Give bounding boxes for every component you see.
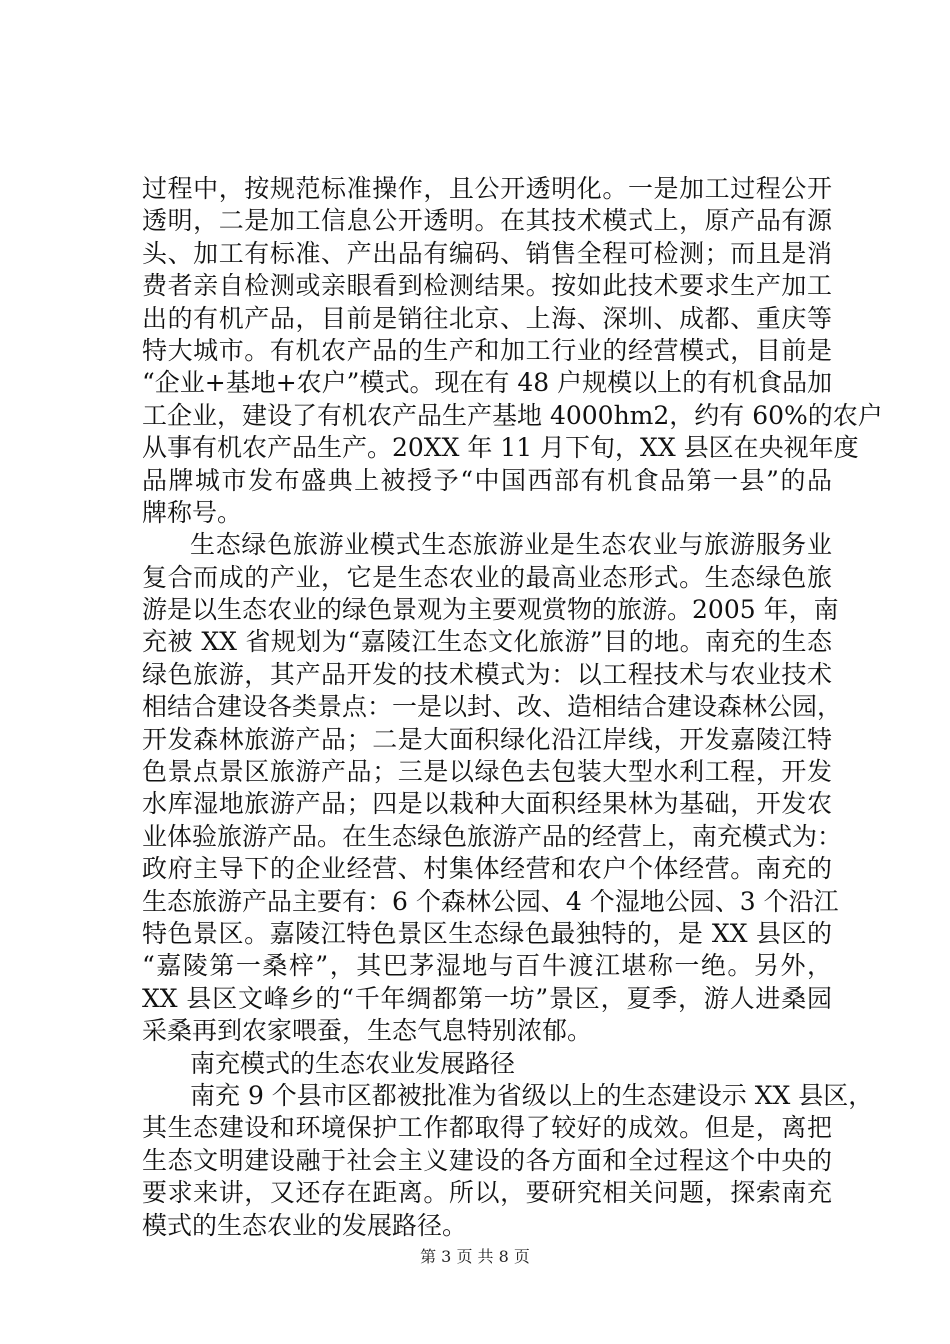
text-line: 南充 9 个县市区都被批准为省级以上的生态建设示 XX 县区， xyxy=(190,1080,874,1110)
text-line: 色景点景区旅游产品；三是以绿色去包装大型水利工程，开发 xyxy=(142,757,832,787)
text-line: 工企业，建设了有机农产品生产基地 4000hm2，约有 60%的农户 xyxy=(142,400,883,430)
text-line: 从事有机农产品生产。20XX 年 11 月下旬，XX 县区在央视年度 xyxy=(142,433,859,463)
text-line: 生态旅游产品主要有：6 个森林公园、4 个湿地公园、3 个沿江 xyxy=(142,886,839,916)
text-line: 特色景区。嘉陵江特色景区生态绿色最独特的，是 XX 县区的 xyxy=(142,918,832,948)
text-line: 水库湿地旅游产品；四是以栽种大面积经果林为基础，开发农 xyxy=(142,789,832,819)
text-line: 生态文明建设融于社会主义建设的各方面和全过程这个中央的 xyxy=(142,1145,832,1175)
text-line: 透明，二是加工信息公开透明。在其技术模式上，原产品有源 xyxy=(142,206,832,236)
text-line: 复合而成的产业，它是生态农业的最高业态形式。生态绿色旅 xyxy=(142,562,832,592)
text-line: XX 县区文峰乡的“千年绸都第一坊”景区，夏季，游人进桑园 xyxy=(142,983,832,1013)
text-line: 游是以生态农业的绿色景观为主要观赏物的旅游。2005 年，南 xyxy=(142,595,839,625)
text-line: 业体验旅游产品。在生态绿色旅游产品的经营上，南充模式为： xyxy=(142,821,843,851)
text-line: 品牌城市发布盛典上被授予“中国西部有机食品第一县”的品 xyxy=(142,465,832,495)
text-line: 费者亲自检测或亲眼看到检测结果。按如此技术要求生产加工 xyxy=(142,271,832,301)
text-line: 相结合建设各类景点：一是以封、改、造相结合建设森林公园， xyxy=(142,692,843,722)
text-line: 头、加工有标准、产出品有编码、销售全程可检测；而且是消 xyxy=(142,238,832,268)
text-line: 绿色旅游，其产品开发的技术模式为：以工程技术与农业技术 xyxy=(142,659,832,689)
text-line: “企业+基地+农户”模式。现在有 48 户规模以上的有机食品加 xyxy=(142,368,833,398)
text-line: 采桑再到农家喂蚕，生态气息特别浓郁。 xyxy=(142,1016,593,1046)
section-heading: 南充模式的生态农业发展路径 xyxy=(190,1048,516,1078)
text-line: 牌称号。 xyxy=(142,497,243,527)
text-line: 生态绿色旅游业模式生态旅游业是生态农业与旅游服务业 xyxy=(190,530,832,560)
text-line: 要求来讲，又还存在距离。所以，要研究相关问题，探索南充 xyxy=(142,1178,832,1208)
text-line: 政府主导下的企业经营、村集体经营和农户个体经营。南充的 xyxy=(142,854,832,884)
text-line: “嘉陵第一桑梓”，其巴茅湿地与百牛渡江堪称一绝。另外， xyxy=(142,951,832,981)
text-line: 开发森林旅游产品；二是大面积绿化沿江岸线，开发嘉陵江特 xyxy=(142,724,832,754)
text-line: 充被 XX 省规划为“嘉陵江生态文化旅游”目的地。南充的生态 xyxy=(142,627,832,657)
document-body xyxy=(142,173,883,1242)
text-line: 模式的生态农业的发展路径。 xyxy=(142,1210,468,1240)
page-number-footer: 第 3 页 共 8 页 xyxy=(420,1247,530,1266)
text-line: 出的有机产品，目前是销往北京、上海、深圳、成都、重庆等 xyxy=(142,303,832,333)
text-line: 过程中，按规范标准操作，且公开透明化。一是加工过程公开 xyxy=(142,174,832,203)
text-line: 特大城市。有机农产品的生产和加工行业的经营模式，目前是 xyxy=(142,335,832,365)
text-line: 其生态建设和环境保护工作都取得了较好的成效。但是，离把 xyxy=(142,1113,832,1143)
